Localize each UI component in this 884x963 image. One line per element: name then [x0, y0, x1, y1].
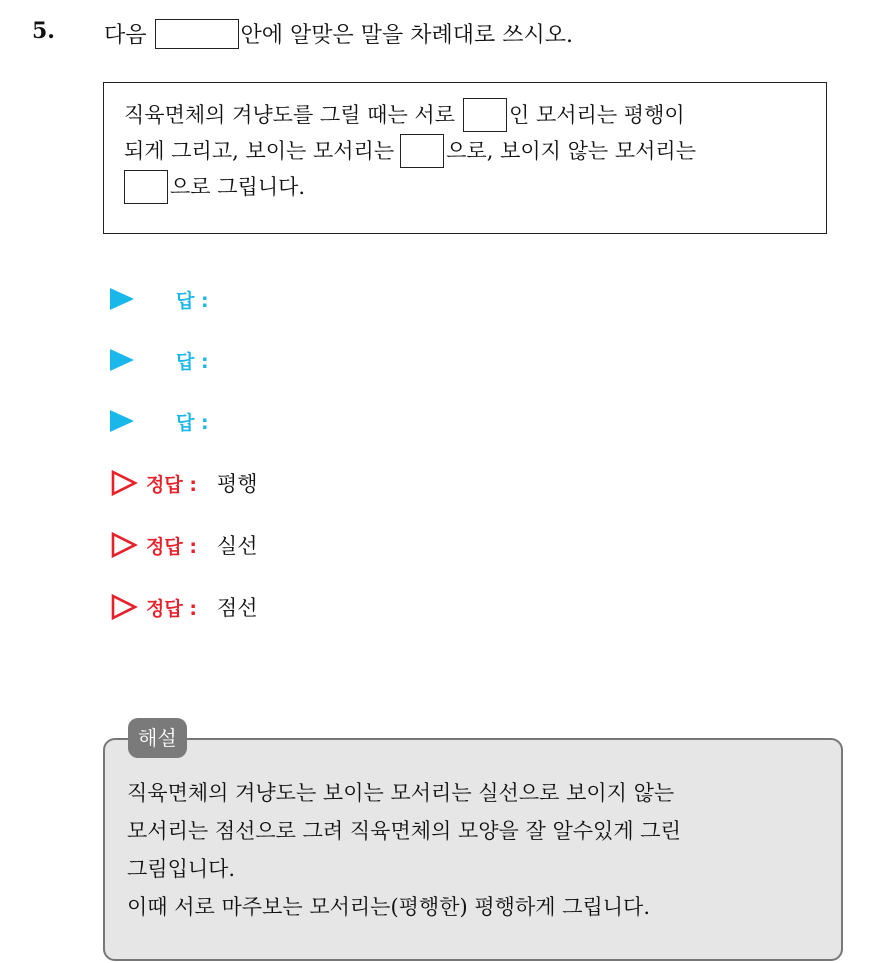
play-arrow-icon	[110, 349, 134, 371]
problem-text: 직육면체의 겨냥도를 그릴 때는 서로	[124, 103, 455, 127]
correct-row-3	[110, 590, 258, 624]
explanation-line: 직육면체의 겨냥도는 보이는 모서리는 실선으로 보이지 않는	[127, 781, 675, 805]
blank-2[interactable]	[400, 134, 444, 168]
answer-label: 답 :	[176, 350, 209, 373]
correct-value: 실선	[216, 534, 258, 558]
correct-label: 정답 :	[146, 473, 197, 496]
explanation-line: 모서리는 점선으로 그려 직육면체의 모양을 잘 알수있게 그린	[127, 819, 681, 843]
explanation-tag: 해설	[128, 718, 187, 758]
problem-text: 인 모서리는 평행이	[509, 103, 685, 127]
question-number: 5.	[32, 18, 55, 44]
problem-text: 되게 그리고, 보이는 모서리는	[124, 139, 395, 163]
blank-1[interactable]	[463, 98, 507, 132]
correct-value: 평행	[216, 472, 258, 496]
answer-row-3[interactable]	[110, 404, 209, 438]
blank-3[interactable]	[124, 170, 168, 204]
outline-arrow-icon	[110, 470, 138, 496]
correct-row-1	[110, 466, 258, 500]
answer-label: 답 :	[176, 289, 209, 312]
question-prompt	[104, 18, 573, 49]
problem-text: 으로, 보이지 않는 모서리는	[446, 139, 696, 163]
problem-text: 으로 그립니다.	[170, 175, 306, 199]
prompt-blank-box	[155, 19, 239, 49]
problem-line-1	[124, 97, 808, 133]
explanation-line: 그림입니다.	[127, 857, 236, 881]
play-arrow-icon	[110, 410, 134, 432]
outline-arrow-icon	[110, 594, 138, 620]
correct-value: 점선	[216, 596, 258, 620]
outline-arrow-icon	[110, 532, 138, 558]
answer-row-1[interactable]	[110, 282, 209, 316]
problem-line-2	[124, 133, 808, 169]
answer-row-2[interactable]	[110, 343, 209, 377]
correct-row-2	[110, 528, 258, 562]
question-suffix: 안에 알맞은 말을 차례대로 쓰시오.	[240, 23, 574, 48]
correct-label: 정답 :	[146, 535, 197, 558]
problem-line-3	[124, 169, 808, 205]
answer-label: 답 :	[176, 411, 209, 434]
explanation-box	[103, 738, 843, 961]
problem-box	[103, 82, 827, 234]
explanation-line: 이때 서로 마주보는 모서리는(평행한) 평행하게 그립니다.	[127, 895, 651, 919]
correct-label: 정답 :	[146, 597, 197, 620]
play-arrow-icon	[110, 288, 134, 310]
question-prefix: 다음	[104, 23, 147, 48]
